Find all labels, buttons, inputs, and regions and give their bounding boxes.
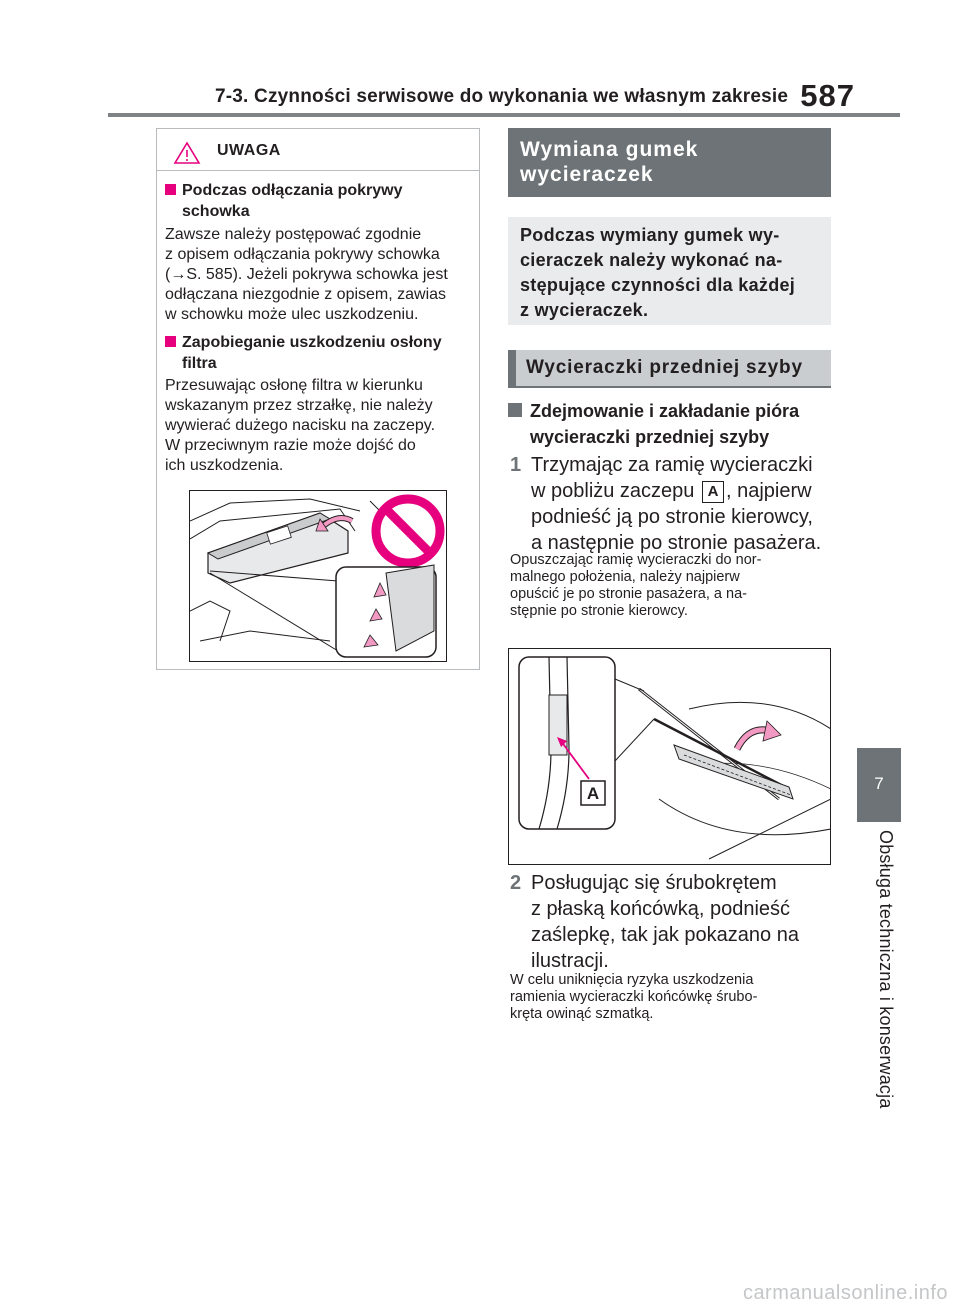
section-title: Wymiana gumek wycieraczek [508,128,831,197]
filter-cover-drawing [190,491,447,662]
step-2: 2 Posługując się śrubokrętem z płaską końcówką, podnieść zaślepkę, tak jak pokazano na ilustracji. [510,872,799,972]
step-1-note: Opuszczając ramię wycieraczki do nor- malnego położenia, należy najpierw opuścić je po stronie pasażera, a na- stępnie po stronie kierowcy. [510,552,762,619]
step-2-note: W celu uniknięcia ryzyka uszkodzenia ramienia wycieraczki końcówkę śrubo- kręta owinąć szmatką. [510,972,758,1022]
figure-label-a: A [586,784,600,803]
step-1: 1 Trzymając za ramię wycieraczki w pobliżu zaczepu A , najpierw podnieść ją po stronie kierowcy, a następnie po stronie pasażera. [510,454,822,554]
warning-subheading-2: Zapobieganie uszkodzeniu osłony filtra [165,332,442,374]
magenta-bullet-icon [165,336,176,347]
warning-box [156,128,480,670]
wiper-drawing [509,649,831,865]
chapter-heading: 7-3. Czynności serwisowe do wykonania we własnym zakresie [215,86,789,107]
warning-label: UWAGA [217,142,281,159]
warning-triangle-icon [173,141,201,165]
chapter-tab-title: Obsługa techniczna i konserwacja [876,830,896,1109]
warning-text-1: Zawsze należy postępować zgodnie z opisem odłączania pokrywy schowka (→S. 585). Jeżeli pokrywa schowka jest odłączana niezgodnie z opisem, zawias w schowku może ulec uszkodzeniu. [165,226,448,323]
subsection-title: Wycieraczki przedniej szyby [508,350,831,388]
page-header [215,78,855,113]
magenta-bullet-icon [165,184,176,195]
watermark: carmanualsonline.info [742,1282,948,1304]
step-number: 2 [510,872,522,894]
chapter-tab-number: 7 [874,774,884,793]
warning-text-2: Przesuwając osłonę filtra w kierunku wskazanym przez strzałkę, nie należy wywierać dużego nacisku na zaczepy. W przeciwnym razie może dojść do ich uszkodzenia. [165,377,436,474]
chapter-tab[interactable] [857,748,901,822]
header-rule [108,113,900,117]
warning-subheading-1: Podczas odłączania pokrywy schowka [165,180,403,222]
label-a-key: A [702,481,724,503]
step-number: 1 [510,454,522,476]
filter-cover-illustration [189,490,447,662]
page-number: 587 [800,78,855,113]
procedure-heading: Zdejmowanie i zakładanie pióra wycieraczki przedniej szyby [508,398,838,450]
gray-bullet-icon [508,403,522,417]
intro-box: Podczas wymiany gumek wy- cieraczek należy wykonać na- stępujące czynności dla każdej z wycieraczek. [508,217,831,325]
warning-header [157,129,479,171]
wiper-illustration [508,648,831,865]
